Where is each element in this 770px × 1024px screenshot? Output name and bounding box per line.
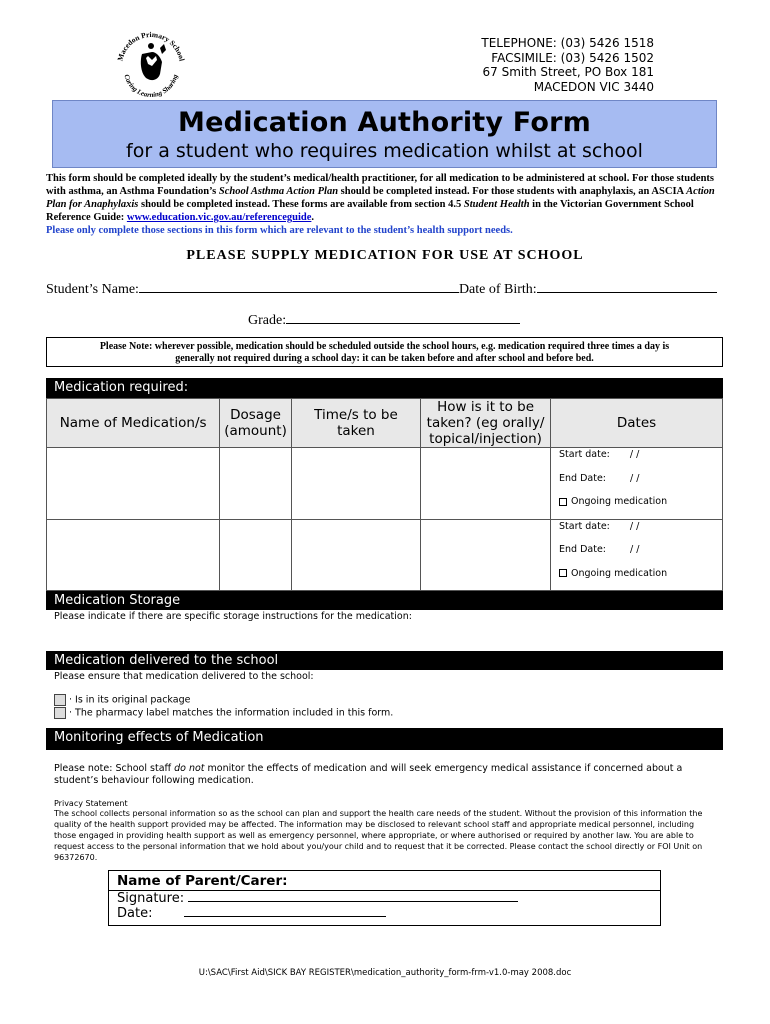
note-line-1: Please Note: wherever possible, medication should be scheduled outside the school hours, e.g. medication required three times a day is — [99, 341, 670, 352]
ongoing-checkbox[interactable] — [559, 498, 567, 506]
intro-em-3: Student Health — [463, 199, 530, 210]
intro-em-2: Action Plan for Anaphylaxis — [46, 186, 715, 210]
time-cell[interactable] — [291, 519, 420, 591]
ongoing-row — [551, 567, 722, 591]
monitoring-text-b: monitor the effects of medication and will seek emergency medical assistance if concerned about a student’s behaviour following medication. — [54, 763, 683, 786]
date-field[interactable] — [184, 906, 386, 917]
date-row — [109, 906, 660, 921]
delivered-item-1 — [54, 694, 190, 707]
ongoing-label: Ongoing medication — [571, 496, 668, 507]
ongoing-checkbox[interactable] — [559, 569, 567, 577]
monitoring-text-em: do not — [174, 763, 205, 774]
delivered-item-2 — [54, 707, 393, 720]
intro-paragraph — [46, 172, 722, 237]
table-row — [47, 448, 723, 520]
school-contact — [481, 36, 654, 94]
medication-name-cell[interactable] — [47, 448, 220, 520]
start-date-slashes: / / — [629, 520, 640, 532]
date-label: Date: — [117, 906, 153, 921]
title-box — [52, 100, 717, 168]
monitoring-heading: Monitoring effects of Medication — [46, 728, 723, 750]
reference-guide-link[interactable]: www.education.vic.gov.au/referenceguide — [126, 212, 312, 223]
signature-label: Signature: — [117, 891, 185, 906]
ongoing-row — [551, 495, 722, 519]
storage-instructions: Please indicate if there are specific storage instructions for the medication: — [54, 611, 412, 622]
medication-name-cell[interactable] — [47, 519, 220, 591]
parent-carer-title: Name of Parent/Carer: — [109, 871, 660, 891]
facsimile: FACSIMILE: (03) 5426 1502 — [491, 50, 654, 65]
storage-heading: Medication Storage — [46, 591, 723, 610]
end-date-slashes: / / — [630, 544, 640, 555]
table-row — [47, 519, 723, 591]
note-line-2: generally not required during a school day: it can be taken before and after school and before bed. — [175, 353, 594, 364]
start-date-label: Start date: — [559, 449, 610, 460]
col-header-dosage: Dosage (amount) — [220, 399, 292, 448]
grade-label: Grade: — [248, 313, 287, 328]
original-package-label: · Is in its original package — [69, 694, 191, 706]
monitoring-text-a: Please note: School staff — [54, 763, 175, 774]
end-date-row[interactable] — [551, 543, 722, 567]
medication-table — [46, 398, 723, 591]
footer-path: U:\SAC\First Aid\SICK BAY REGISTER\medication_authority_form-frm-v1.0-may 2008.doc — [198, 968, 572, 978]
privacy-text: The school collects personal information so as the school can plan and support the health care needs of the student. Without the provision of this information the quality of the health support provided may be affected. The information may be disclosed to relevant school staff and appropriate medical personnel, including those engaged in providing health support as well as emergency personnel, where appropriate, or where authorised or required by another law. You are able to request access to the personal information that we hold about you/your child and to request that it be corrected. Please contact the school directly or FOI Unit on 96372670. — [54, 809, 703, 862]
ongoing-label: Ongoing medication — [571, 567, 668, 579]
dosage-cell[interactable] — [220, 519, 292, 591]
monitoring-note — [54, 763, 718, 787]
start-date-label: Start date: — [559, 520, 610, 532]
telephone: TELEPHONE: (03) 5426 1518 — [481, 36, 654, 50]
dob-field[interactable] — [537, 280, 717, 293]
intro-text-4: in the Victorian Government School Reference Guide: — [46, 199, 694, 223]
school-logo — [112, 26, 190, 98]
logo-text-top: Macedon Primary School — [115, 29, 187, 62]
student-name-label: Student’s Name: — [46, 282, 139, 297]
student-name-field[interactable] — [139, 280, 459, 293]
end-date-label: End Date: — [559, 472, 607, 484]
start-date-row[interactable] — [551, 520, 722, 544]
original-package-checkbox[interactable] — [54, 694, 66, 706]
logo-text-bottom: Caring Learning Sharing — [122, 73, 180, 98]
end-date-row[interactable] — [551, 472, 722, 496]
dates-cell — [551, 519, 723, 591]
intro-text-1: This form should be completed ideally by the student’s medical/health practitioner, for all medication to be administered at school. For those students with asthma, an Asthma Foundation’s — [46, 173, 715, 197]
dates-cell — [551, 448, 723, 520]
intro-text-2: should be completed instead. For those students with anaphylaxis, an ASCIA — [338, 186, 687, 197]
time-cell[interactable] — [291, 448, 420, 520]
method-cell[interactable] — [421, 448, 551, 520]
signature-row — [109, 891, 660, 906]
end-date-label: End Date: — [559, 544, 607, 555]
medication-table-header — [47, 399, 723, 448]
parent-carer-box — [108, 870, 661, 926]
pharmacy-label-checkbox[interactable] — [54, 707, 66, 719]
dosage-cell[interactable] — [220, 448, 292, 520]
pharmacy-label-label: · The pharmacy label matches the information included in this form. — [69, 707, 394, 719]
col-header-name: Name of Medication/s — [47, 399, 220, 448]
delivered-instructions: Please ensure that medication delivered to the school: — [54, 671, 314, 682]
note-box — [46, 337, 723, 367]
intro-em-1: School Asthma Action Plan — [218, 186, 339, 197]
address-line-2: MACEDON VIC 3440 — [533, 79, 654, 94]
delivered-heading: Medication delivered to the school — [46, 651, 723, 670]
supply-heading: PLEASE SUPPLY MEDICATION FOR USE AT SCHOOL — [186, 248, 584, 263]
col-header-method: How is it to be taken? (eg orally/ topical/injection) — [421, 399, 551, 448]
form-title: Medication Authority Form — [178, 107, 591, 138]
signature-field[interactable] — [188, 891, 518, 902]
method-cell[interactable] — [421, 519, 551, 591]
col-header-dates: Dates — [551, 399, 723, 448]
intro-text-3: should be completed instead. These forms are available from section 4.5 — [138, 199, 464, 210]
privacy-title: Privacy Statement — [54, 799, 128, 808]
start-date-row[interactable] — [551, 448, 722, 472]
form-subtitle: for a student who requires medication whilst at school — [126, 140, 643, 162]
start-date-slashes: / / — [629, 449, 640, 460]
intro-text-5: . — [311, 212, 315, 223]
dob-label: Date of Birth: — [458, 282, 537, 297]
col-header-time: Time/s to be taken — [291, 399, 420, 448]
intro-blue-note: Please only complete those sections in this form which are relevant to the student’s health support needs. — [46, 225, 513, 236]
end-date-slashes: / / — [630, 472, 640, 484]
grade-field[interactable] — [286, 311, 520, 324]
address-line-1: 67 Smith Street, PO Box 181 — [482, 65, 654, 79]
medication-required-heading: Medication required: — [46, 378, 723, 399]
grade-row — [248, 311, 520, 329]
student-details-row — [46, 280, 717, 298]
